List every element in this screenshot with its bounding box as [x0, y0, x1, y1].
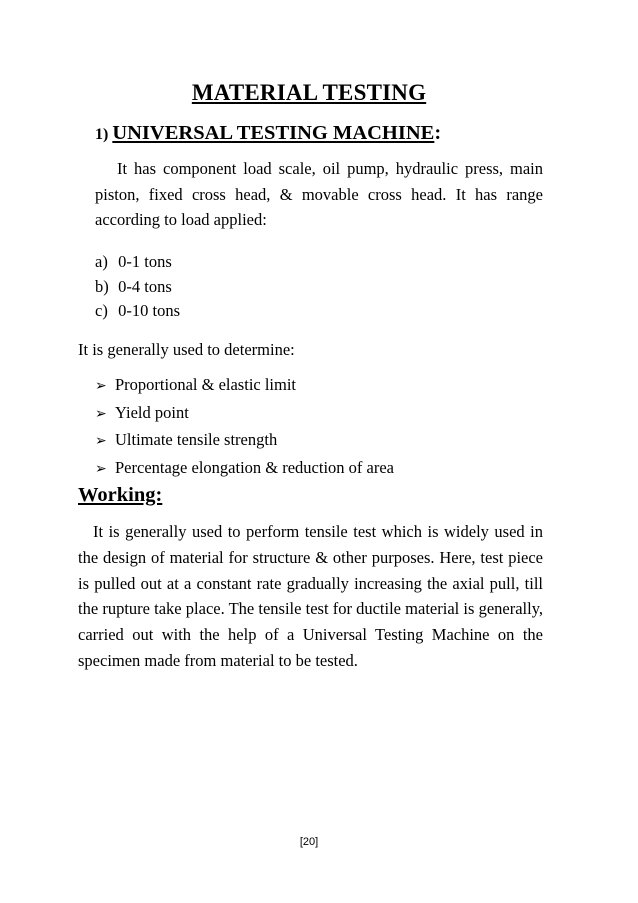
arrow-bullet-icon: ➢: [95, 405, 107, 422]
range-text: 0-4 tons: [118, 276, 172, 296]
section-name: UNIVERSAL TESTING MACHINE: [112, 122, 435, 144]
bullet-text: Yield point: [115, 402, 189, 422]
section-heading: [95, 122, 441, 145]
list-item: [95, 427, 394, 455]
range-label: b): [95, 276, 109, 296]
intro-paragraph: It has component load scale, oil pump, hydraulic press, main piston, fixed cross head, & movable cross head. It has range according to load applied:: [95, 159, 543, 229]
range-item: [95, 250, 180, 275]
bullet-text: Proportional & elastic limit: [115, 375, 297, 394]
range-item: [95, 275, 180, 300]
range-text: 0-1 tons: [118, 252, 172, 271]
list-item: [95, 455, 394, 483]
working-heading: Working:: [78, 484, 163, 506]
arrow-bullet-icon: ➢: [95, 378, 107, 394]
range-text: 0-10 tons: [118, 301, 180, 320]
list-item: [95, 400, 394, 428]
range-item: [95, 299, 180, 324]
section-colon: :: [434, 122, 442, 144]
range-label: c): [95, 301, 108, 320]
working-paragraph: It is generally used to perform tensile test which is widely used in the design of material for structure & other purposes. Here, test piece is pulled out at a constant rate gradually increasing the axial pull, till the rupture take place. The tensile test for ductile material is generally, carried out with the help of a Universal Testing Machine on the specimen made from material to be tested.: [78, 522, 543, 670]
bullet-text: Ultimate tensile strength: [115, 430, 278, 449]
page-title: MATERIAL TESTING: [191, 80, 427, 105]
load-range-list: [95, 250, 180, 324]
arrow-bullet-icon: ➢: [95, 433, 107, 449]
list-item: [95, 372, 394, 400]
range-label: a): [95, 252, 108, 271]
arrow-bullet-icon: ➢: [95, 460, 107, 477]
page-number: [20]: [299, 836, 319, 848]
section-number: 1): [95, 126, 109, 143]
uses-bullet-list: [95, 372, 394, 482]
uses-lead-text: It is generally used to determine:: [78, 340, 295, 359]
bullet-text: Percentage elongation & reduction of area: [115, 457, 395, 477]
